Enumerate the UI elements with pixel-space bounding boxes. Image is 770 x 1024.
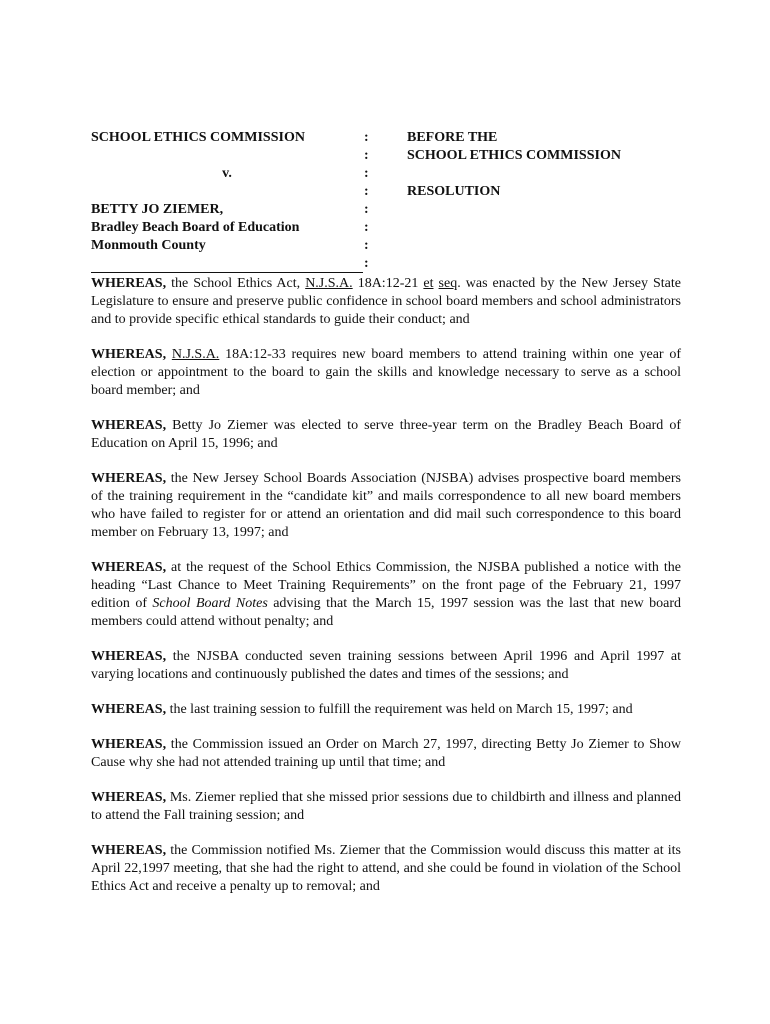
whereas-paragraph-4 bbox=[91, 470, 681, 542]
caption-resolution: RESOLUTION bbox=[407, 184, 501, 199]
caption-colon: : bbox=[364, 148, 369, 163]
whereas-keyword: WHEREAS, bbox=[91, 471, 167, 486]
whereas-paragraph-10 bbox=[91, 842, 681, 896]
whereas-paragraph-6 bbox=[91, 648, 681, 684]
caption-colon: : bbox=[364, 130, 369, 145]
whereas-keyword: WHEREAS, bbox=[91, 737, 167, 752]
caption-spacer bbox=[91, 147, 363, 165]
whereas-paragraph-8 bbox=[91, 736, 681, 772]
caption-spacer bbox=[407, 165, 681, 183]
caption-colon: : bbox=[364, 238, 369, 253]
whereas-keyword: WHEREAS, bbox=[91, 790, 167, 805]
whereas-keyword: WHEREAS, bbox=[91, 560, 167, 575]
caption-colon-column bbox=[364, 129, 374, 273]
paragraph-text: at the request of the School Ethics Commission, the NJSBA published a notice with the heading “Last Chance to Meet Training Requirements” on the front page of the February 21, 1997 edition of bbox=[91, 560, 681, 611]
caption-rule bbox=[91, 255, 363, 273]
paragraph-text: Ms. Ziemer replied that she missed prior sessions due to childbirth and illness and planned to attend the Fall training session; and bbox=[91, 790, 681, 823]
paragraph-text: . was enacted by the New Jersey State Legislature to ensure and preserve public confidence in school board members and school administrators and to provide specific ethical standards to guide their conduct; and bbox=[91, 276, 681, 327]
caption-colon: : bbox=[364, 202, 369, 217]
caption-parties bbox=[91, 129, 363, 273]
paragraph-text: Betty Jo Ziemer was elected to serve three-year term on the Bradley Beach Board of Education on April 15, 1996; and bbox=[91, 418, 681, 451]
caption-colon: : bbox=[364, 166, 369, 181]
caption-respondent: BETTY JO ZIEMER, bbox=[91, 202, 224, 217]
statute-citation: N.J.S.A. bbox=[305, 276, 353, 291]
citation-et: et bbox=[423, 276, 434, 291]
whereas-paragraph-5 bbox=[91, 559, 681, 631]
caption-complainant: SCHOOL ETHICS COMMISSION bbox=[91, 130, 305, 145]
caption-spacer bbox=[91, 183, 363, 201]
citation-seq: seq bbox=[438, 276, 458, 291]
paragraph-text: the NJSBA conducted seven training sessions between April 1996 and April 1997 at varying locations and continuously published the dates and times of the sessions; and bbox=[91, 649, 681, 682]
paragraph-text: the Commission notified Ms. Ziemer that the Commission would discuss this matter at its April 22,1997 meeting, that she had the right to attend, and she could be found in violation of the School Ethics Act and receive a penalty up to removal; and bbox=[91, 843, 681, 894]
caption-colon: : bbox=[364, 184, 369, 199]
whereas-keyword: WHEREAS, bbox=[91, 418, 167, 433]
caption-versus: v. bbox=[222, 166, 232, 181]
whereas-keyword: WHEREAS, bbox=[91, 649, 167, 664]
paragraph-text: 18A:12-21 bbox=[352, 276, 424, 291]
caption-board: Bradley Beach Board of Education bbox=[91, 220, 300, 235]
caption-before: BEFORE THE bbox=[407, 130, 498, 145]
whereas-keyword: WHEREAS, bbox=[91, 276, 167, 291]
caption-county: Monmouth County bbox=[91, 238, 206, 253]
paragraph-text: advising that the March 15, 1997 session was the last that new board members could attend without penalty; and bbox=[91, 596, 681, 629]
whereas-paragraph-9 bbox=[91, 789, 681, 825]
whereas-keyword: WHEREAS, bbox=[91, 702, 167, 717]
whereas-paragraph-2 bbox=[91, 346, 681, 400]
paragraph-text: the School Ethics Act, bbox=[166, 276, 306, 291]
paragraph-text: the Commission issued an Order on March 27, 1997, directing Betty Jo Ziemer to Show Cause why she had not attended training up until that time; and bbox=[91, 737, 681, 770]
caption-colon: : bbox=[364, 256, 369, 271]
case-caption bbox=[91, 129, 681, 275]
paragraph-text: the New Jersey School Boards Association (NJSBA) advises prospective board members of the training requirement in the “candidate kit” and mails correspondence to all new board members who have failed to register for or attend an orientation and did mail such correspondence to this board member on February 13, 1997; and bbox=[91, 471, 681, 540]
whereas-keyword: WHEREAS, bbox=[91, 843, 167, 858]
publication-title: School Board Notes bbox=[152, 596, 268, 611]
whereas-keyword: WHEREAS, bbox=[91, 347, 167, 362]
paragraph-text: the last training session to fulfill the requirement was held on March 15, 1997; and bbox=[166, 702, 633, 717]
whereas-paragraph-7 bbox=[91, 701, 681, 719]
paragraph-text: 18A:12-33 requires new board members to attend training within one year of election or appointment to the board to gain the skills and knowledge necessary to serve as a school board member; and bbox=[91, 347, 682, 398]
caption-commission: SCHOOL ETHICS COMMISSION bbox=[407, 148, 621, 163]
statute-citation: N.J.S.A. bbox=[171, 347, 220, 362]
whereas-paragraph-1 bbox=[91, 275, 681, 329]
whereas-paragraph-3 bbox=[91, 417, 681, 453]
caption-colon: : bbox=[364, 220, 369, 235]
document-page bbox=[91, 129, 681, 913]
caption-forum bbox=[407, 129, 681, 201]
